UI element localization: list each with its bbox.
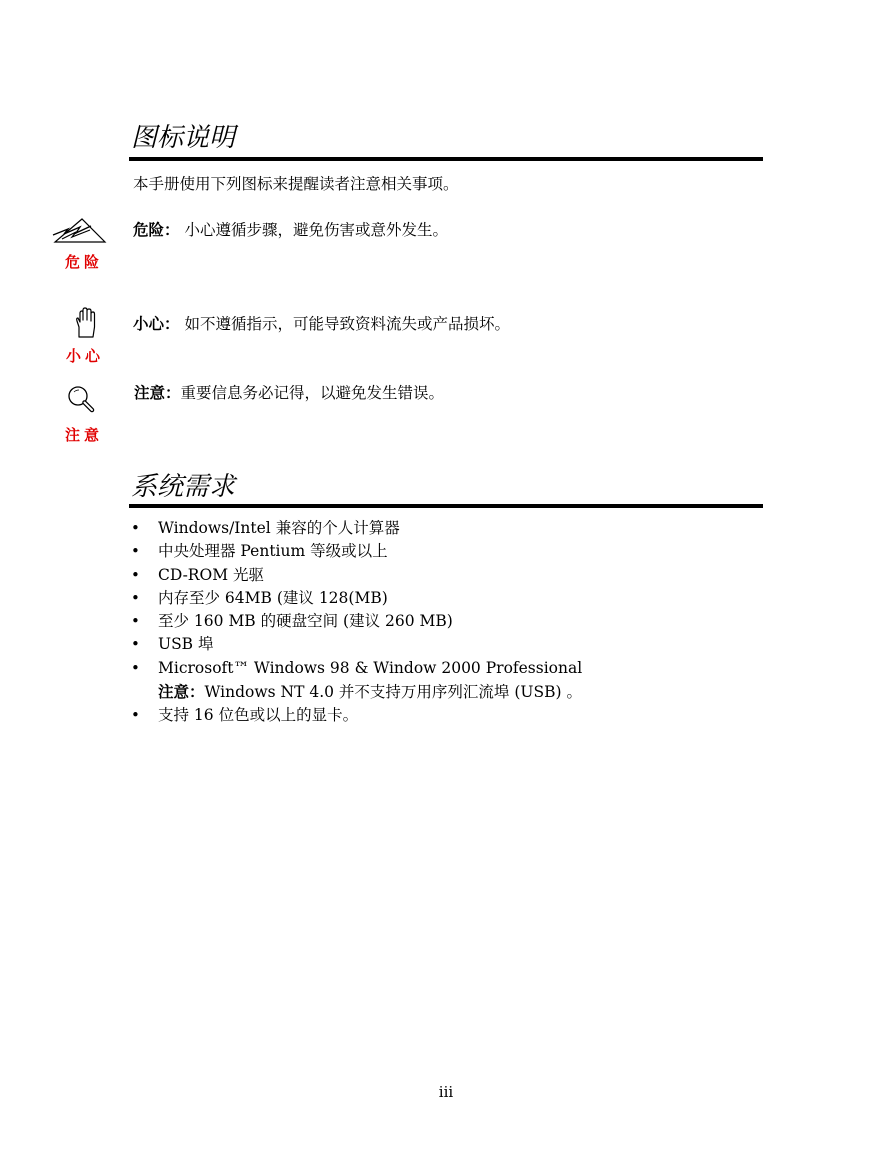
lightning-warning-icon: [50, 215, 110, 245]
list-item: [131, 564, 751, 587]
bullet: •: [131, 519, 140, 537]
danger-text: 小心遵循步骤，避免伤害或意外发生。: [184, 221, 448, 239]
list-item: [131, 587, 751, 610]
list-item: [131, 657, 751, 705]
list-item-text: 中央处理器 Pentium 等级或以上: [158, 542, 388, 561]
list-item: [131, 517, 751, 540]
caution-icon-label: 小心: [66, 347, 105, 365]
hand-stop-icon: [60, 307, 110, 339]
legend-heading-rule: [129, 157, 763, 161]
list-item: [131, 633, 751, 656]
list-item: [131, 704, 751, 727]
bullet: •: [131, 588, 140, 607]
requirements-heading-rule: [129, 504, 763, 508]
requirements-note-term: 注意：: [158, 682, 205, 702]
list-item-text: Windows/Intel 兼容的个人计算器: [158, 519, 400, 537]
danger-term: 危险：: [133, 220, 180, 239]
danger-note: [133, 220, 448, 240]
list-item: [131, 540, 751, 563]
bullet: •: [131, 542, 140, 561]
legend-intro: 本手册使用下列图标来提醒读者注意相关事项。: [133, 175, 459, 193]
danger-icon-block: [50, 215, 110, 249]
caution-icon-block: [55, 307, 115, 343]
list-item-text: 内存至少 64MB (建议 128(MB): [158, 588, 388, 607]
requirements-list: [131, 517, 751, 728]
list-item-text: 支持 16 位色或以上的显卡。: [158, 706, 359, 725]
magnifier-icon: [54, 383, 110, 419]
list-item-text: USB 埠: [158, 635, 214, 654]
caution-term: 小心：: [133, 314, 180, 333]
note-text: 重要信息务必记得，以避免发生错误。: [180, 384, 445, 402]
caution-note: [133, 314, 510, 334]
note-icon-label: 注意: [65, 426, 104, 444]
list-item-text: CD-ROM 光驱: [158, 565, 264, 584]
bullet: •: [131, 565, 140, 584]
list-item-text: 至少 160 MB 的硬盘空间 (建议 260 MB): [158, 612, 453, 631]
note-icon-block: [52, 383, 112, 423]
bullet: •: [131, 706, 140, 725]
requirements-heading: 系统需求: [131, 472, 236, 502]
note-term: 注意：: [134, 383, 181, 402]
list-item-text: Microsoft™ Windows 98 & Window 2000 Professional: [158, 658, 583, 677]
requirements-note-text: Windows NT 4.0 并不支持万用序列汇流埠 (USB) 。: [204, 683, 582, 702]
bullet: •: [131, 635, 140, 654]
page-number: iii: [438, 1083, 454, 1101]
list-item: [131, 610, 751, 633]
legend-heading: 图标说明: [131, 123, 236, 153]
note-note: [134, 383, 444, 403]
bullet: •: [131, 658, 140, 677]
bullet: •: [131, 612, 140, 631]
danger-icon-label: 危险: [65, 253, 104, 271]
caution-text: 如不遵循指示，可能导致资料流失或产品损坏。: [184, 315, 510, 333]
